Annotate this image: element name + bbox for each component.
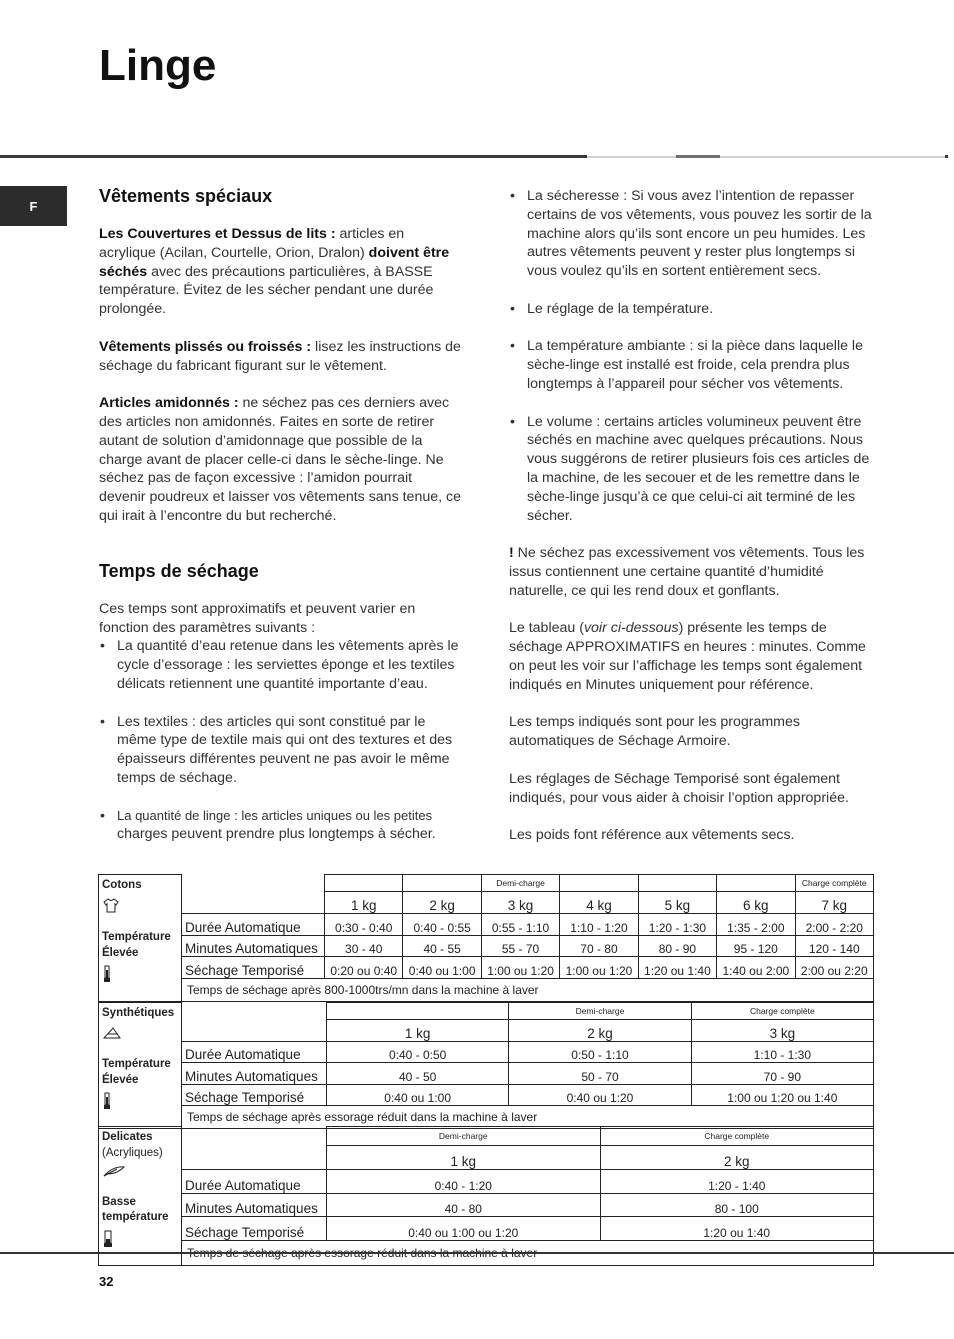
time-cell: 1:10 - 1:20 [560, 914, 638, 936]
minutes-cell: 80 - 100 [600, 1193, 874, 1217]
paragraph-pleated: Vêtements plissés ou froissés : lisez les instructions de séchage du fabricant figurant sur le vêtement. [99, 338, 461, 374]
half-load-header: Demi-charge [509, 1003, 691, 1020]
weight-cell: 4 kg [560, 892, 638, 914]
time-cell: 0:40 - 0:50 [327, 1041, 509, 1062]
right-column [509, 187, 877, 864]
cotton-shirt-icon [103, 898, 179, 919]
delicate-feather-icon [103, 1165, 179, 1183]
time-cell: 1:20 - 1:30 [638, 914, 716, 936]
minutes-cell: 40 - 55 [403, 935, 481, 957]
row-label-timed: Séchage Temporisé [182, 1217, 327, 1241]
left-column [99, 185, 461, 863]
weight-cell: 7 kg [795, 892, 873, 914]
row-label-minutes: Minutes Automatiques [182, 935, 325, 957]
time-cell: 1:10 - 1:30 [691, 1041, 873, 1062]
weight-cell: 3 kg [481, 892, 559, 914]
weight-cell: 2 kg [509, 1020, 691, 1041]
paragraph-starched: Articles amidonnés : ne séchez pas ces derniers avec des articles non amidonnés. Faites en sorte de retirer autant de solution d’amidonnage que possible de la charge avant de placer celle-ci dans le sèche-linge. Ne séchez pas de façon excessive : l’amidon pourrait devenir poudreux et laisser vos vêtements sans tenue, ce qui irait à l’encontre du but recherché. [99, 395, 461, 524]
synthetic-iron-icon [103, 1026, 179, 1046]
timed-cell: 1:00 ou 1:20 ou 1:40 [691, 1084, 873, 1105]
time-cell: 0:50 - 1:10 [509, 1041, 691, 1062]
full-load-header: Charge complète [691, 1003, 873, 1020]
bullet-textiles: • Les textiles : des articles qui sont constitué par le même type de textile mais qui ont des textures et des épaisseurs différentes peuvent ne pas avoir le même temps de séchage. [99, 713, 461, 788]
section-heading-drying-times: Temps de séchage [99, 560, 259, 581]
paragraph-auto: Les temps indiqués sont pour les programmes automatiques de Séchage Armoire. [509, 714, 800, 750]
time-cell: 1:20 - 1:40 [600, 1169, 874, 1193]
warning-note: ! Ne séchez pas excessivement vos vêtements. Tous les issus contiennent une certaine quantité d’humidité naturelle, ce qui les rend doux et gonflants. [509, 545, 865, 599]
paragraph-intro: Ces temps sont approximatifs et peuvent varier en fonction des paramètres suivants : [99, 600, 416, 636]
header-rule-light [587, 156, 945, 158]
paragraph-weights: Les poids font référence aux vêtements secs. [509, 827, 795, 844]
footer-rule [0, 1252, 954, 1254]
row-label-minutes: Minutes Automatiques [182, 1193, 327, 1217]
page-number: 32 [99, 1274, 114, 1289]
language-tab: F [0, 186, 67, 226]
minutes-cell: 40 - 50 [327, 1063, 509, 1084]
timed-cell: 2:00 ou 2:20 [795, 957, 873, 979]
timed-cell: 0:40 ou 1:00 [403, 957, 481, 979]
header-rule-accent [676, 155, 720, 158]
minutes-cell: 95 - 120 [717, 935, 795, 957]
minutes-cell: 55 - 70 [481, 935, 559, 957]
full-load-header: Charge complète [600, 1127, 874, 1146]
row-label-minutes: Minutes Automatiques [182, 1063, 327, 1084]
table-delicates [98, 1126, 874, 1266]
timed-cell: 0:40 ou 1:20 [509, 1084, 691, 1105]
timed-cell: 1:40 ou 2:00 [717, 957, 795, 979]
timed-cell: 1:20 ou 1:40 [600, 1217, 874, 1241]
paragraph-blankets: Les Couvertures et Dessus de lits : articles en acrylique (Acilan, Courtelle, Orion, Dralon) doivent être séchés avec des précautions particulières, à BASSE température. Évitez de les sécher pendant une durée prolongée. [99, 226, 450, 318]
weight-cell: 6 kg [717, 892, 795, 914]
table-synthetiques [98, 1002, 874, 1129]
minutes-cell: 40 - 80 [327, 1193, 601, 1217]
time-cell: 0:40 - 0:55 [403, 914, 481, 936]
header-rule [0, 155, 587, 158]
bullet-temperature: • Le réglage de la température. [509, 300, 877, 319]
time-cell: 0:40 - 1:20 [327, 1169, 601, 1193]
timed-cell: 1:00 ou 1:20 [481, 957, 559, 979]
bullet-water: • La quantité d’eau retenue dans les vêtements après le cycle d’essorage : les serviettes éponge et les textiles délicats retiennent une quantité importante d’eau. [99, 637, 461, 693]
section-heading-special: Vêtements spéciaux [99, 186, 273, 206]
timed-cell: 1:00 ou 1:20 [560, 957, 638, 979]
page-title: Linge [99, 41, 217, 90]
row-label-auto: Durée Automatique [182, 1041, 327, 1062]
bullet-ambient: • La température ambiante : si la pièce dans laquelle le sèche-linge est installé est froide, cela prendra plus longtemps à l’appareil pour sécher vos vêtements. [509, 337, 877, 393]
row-label-auto: Durée Automatique [182, 1169, 327, 1193]
thermometer-high-icon [103, 1092, 179, 1116]
half-load-header: Demi-charge [481, 875, 559, 892]
warning-icon: ! [509, 545, 514, 562]
paragraph-timed: Les réglages de Séchage Temporisé sont également indiqués, pour vous aider à choisir l’option appropriée. [509, 770, 849, 806]
timed-cell: 1:20 ou 1:40 [638, 957, 716, 979]
weight-cell: 1 kg [325, 892, 403, 914]
weight-cell: 3 kg [691, 1020, 873, 1041]
header-rule-end [945, 155, 948, 158]
weight-cell: 2 kg [403, 892, 481, 914]
weight-cell: 2 kg [600, 1146, 874, 1170]
bullet-quantity: • La quantité de linge : les articles uniques ou les petites charges peuvent prendre plus longtemps à sécher. [99, 807, 461, 845]
synth-side-label: Synthétiques Température Élevée [99, 1003, 182, 1129]
timed-cell: 0:40 ou 1:00 ou 1:20 [327, 1217, 601, 1241]
minutes-cell: 120 - 140 [795, 935, 873, 957]
delicates-side-label: Delicates (Acryliques) Basse température [99, 1127, 182, 1266]
row-label-auto: Durée Automatique [182, 914, 325, 936]
minutes-cell: 30 - 40 [325, 935, 403, 957]
time-cell: 1:35 - 2:00 [717, 914, 795, 936]
minutes-cell: 80 - 90 [638, 935, 716, 957]
timed-cell: 0:20 ou 0:40 [325, 957, 403, 979]
row-label-timed: Séchage Temporisé [182, 1084, 327, 1105]
weight-cell: 1 kg [327, 1020, 509, 1041]
weight-cell: 1 kg [327, 1146, 601, 1170]
table-note: Temps de séchage après 800-1000trs/mn dans la machine à laver [182, 978, 874, 1001]
timed-cell: 0:40 ou 1:00 [327, 1084, 509, 1105]
cotons-side-label: Cotons Température Élevée [99, 875, 182, 1002]
minutes-cell: 70 - 80 [560, 935, 638, 957]
bullet-volume: • Le volume : certains articles volumineux peuvent être séchés en machine avec quelques précautions. Nous vous suggérons de retirer plusieurs fois ces articles de la machine, de les secouer et de les remettre dans le sèche-linge jusqu’à ce que celui-ci ait terminé de les sécher. [509, 413, 877, 526]
time-cell: 0:55 - 1:10 [481, 914, 559, 936]
row-label-timed: Séchage Temporisé [182, 957, 325, 979]
minutes-cell: 50 - 70 [509, 1063, 691, 1084]
time-cell: 2:00 - 2:20 [795, 914, 873, 936]
minutes-cell: 70 - 90 [691, 1063, 873, 1084]
half-load-header: Demi-charge [327, 1127, 601, 1146]
weight-cell: 5 kg [638, 892, 716, 914]
paragraph-table-ref: Le tableau (voir ci-dessous) présente les temps de séchage APPROXIMATIFS en heures : minutes. Comme on peut les voir sur l’affichage les temps sont également indiqués en Minutes uniquement pour référence. [509, 620, 866, 693]
table-note: Temps de séchage après essorage réduit dans la machine à laver [182, 1106, 874, 1128]
thermometer-high-icon [103, 965, 179, 989]
full-load-header: Charge complète [795, 875, 873, 892]
time-cell: 0:30 - 0:40 [325, 914, 403, 936]
table-cotons [98, 874, 874, 1002]
bullet-dryness: • La sécheresse : Si vous avez l’intention de repasser certains de vos vêtements, vous pouvez les sortir de la machine alors qu’ils sont encore un peu humides. Les autres vêtements peuvent y rester plus longtemps si vous voulez qu’ils en sortent entièrement secs. [509, 187, 877, 281]
thermometer-low-icon [103, 1230, 179, 1254]
